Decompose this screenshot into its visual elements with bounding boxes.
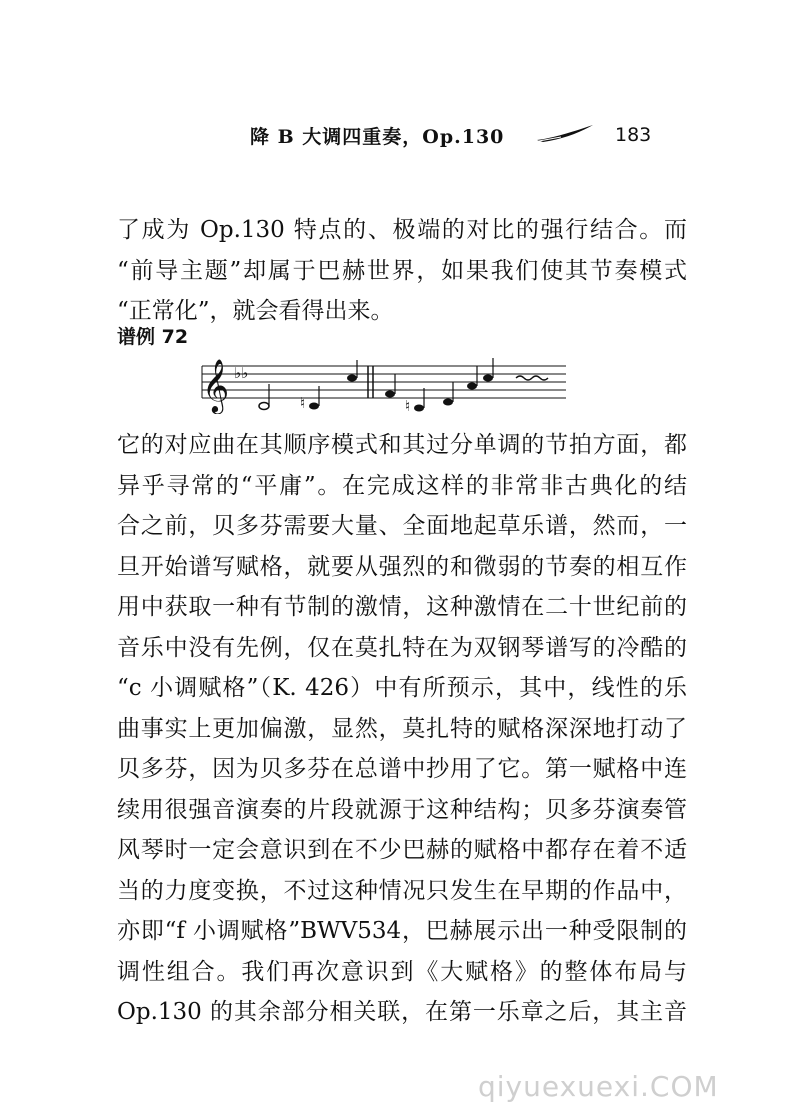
paragraph-1 <box>117 210 687 332</box>
music-score-excerpt <box>200 358 570 414</box>
text-line: “前导主题”却属于巴赫世界，如果我们使其节奏模式 <box>117 257 687 284</box>
music-example-label: 谱例 72 <box>117 326 189 348</box>
paragraph-2 <box>117 425 687 1033</box>
running-header: 降 B 大调四重奏，Op.130 <box>250 126 505 148</box>
text-line: 风琴时一定会意识到在不少巴赫的赋格中都存在着不适 <box>117 837 687 863</box>
text-line: 异乎寻常的“平庸”。在完成这样的非常非古典化的结 <box>117 472 687 499</box>
text-line: 合之前，贝多芬需要大量、全面地起草乐谱，然而，一 <box>117 513 687 539</box>
svg-text:♮: ♮ <box>300 394 306 412</box>
site-watermark: qiyuexuexi.COM <box>478 1070 719 1103</box>
text-line: 贝多芬，因为贝多芬在总谱中抄用了它。第一赋格中连 <box>117 756 687 782</box>
text-line: 亦即“f 小调赋格”BWV534，巴赫展示出一种受限制的 <box>117 918 687 944</box>
quill-ornament-icon <box>535 122 595 144</box>
text-line: 调性组合。我们再次意识到《大赋格》的整体布局与 <box>117 958 687 985</box>
text-line: 用中获取一种有节制的激情，这种激情在二十世纪前的 <box>117 594 687 620</box>
page-number: 183 <box>615 124 652 146</box>
text-line: “c 小调赋格”（K. 426）中有所预示，其中，线性的乐 <box>117 675 687 701</box>
svg-text:𝄞: 𝄞 <box>202 358 230 412</box>
text-line: 曲事实上更加偏激，显然，莫扎特的赋格深深地打动了 <box>117 715 687 742</box>
text-line: 了成为 Op.130 特点的、极端的对比的强行结合。而 <box>117 217 687 243</box>
text-line: 音乐中没有先例，仅在莫扎特在为双钢琴谱写的冷酷的 <box>117 634 687 661</box>
text-line: 它的对应曲在其顺序模式和其过分单调的节拍方面，都 <box>117 432 687 458</box>
text-line: 旦开始谱写赋格，就要从强烈的和微弱的节奏的相互作 <box>117 553 687 580</box>
text-line: Op.130 的其余部分相关联，在第一乐章之后，其主音 <box>117 999 687 1025</box>
text-line: “正常化”，就会看得出来。 <box>117 298 394 324</box>
svg-text:♮: ♮ <box>405 397 411 414</box>
text-line: 当的力度变换，不过这种情况只发生在早期的作品中， <box>117 877 687 904</box>
svg-text:♭♭: ♭♭ <box>234 364 249 382</box>
text-line: 续用很强音演奏的片段就源于这种结构；贝多芬演奏管 <box>117 796 687 823</box>
